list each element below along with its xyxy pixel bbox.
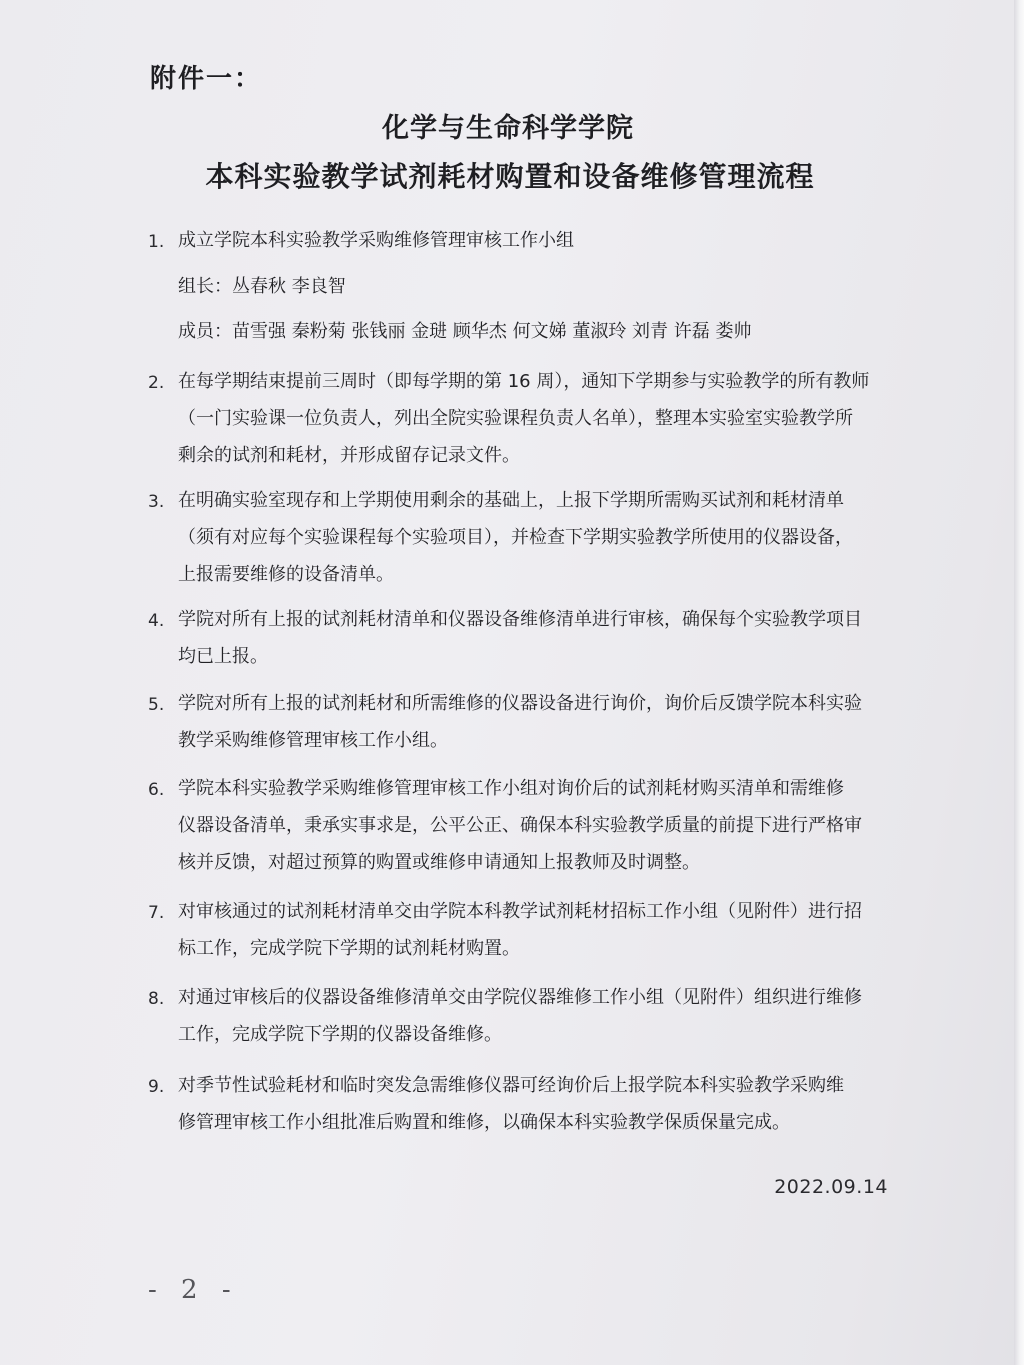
document-title-line1: 化学与生命科学学院 bbox=[382, 113, 634, 144]
item-line: 对季节性试验耗材和临时突发急需维修仪器可经询价后上报学院本科实验教学采购维 bbox=[178, 1075, 844, 1096]
list-item-7 bbox=[140, 893, 900, 967]
item-number: 1. bbox=[148, 232, 165, 252]
item-line: 剩余的试剂和耗材，并形成留存记录文件。 bbox=[178, 445, 520, 466]
list-item-1 bbox=[140, 222, 900, 352]
item-line: 成立学院本科实验教学采购维修管理审核工作小组 bbox=[178, 230, 574, 251]
document-date: 2022.09.14 bbox=[774, 1176, 888, 1198]
item-line: 修管理审核工作小组批准后购置和维修，以确保本科实验教学保质保量完成。 bbox=[178, 1112, 790, 1133]
item-text bbox=[178, 601, 900, 675]
item-line: 上报需要维修的设备清单。 bbox=[178, 564, 394, 585]
item-line: 对审核通过的试剂耗材清单交由学院本科教学试剂耗材招标工作小组（见附件）进行招 bbox=[178, 901, 862, 922]
item-line: （一门实验课一位负责人，列出全院实验课程负责人名单），整理本实验室实验教学所 bbox=[178, 408, 853, 429]
item-number: 8. bbox=[148, 989, 165, 1009]
item-line: 在明确实验室现存和上学期使用剩余的基础上，上报下学期所需购买试剂和耗材清单 bbox=[178, 490, 844, 511]
item-line: 在每学期结束提前三周时（即每学期的第 16 周），通知下学期参与实验教学的所有教师 bbox=[178, 371, 870, 392]
document-title-line2: 本科实验教学试剂耗材购置和设备维修管理流程 bbox=[205, 160, 815, 193]
paper-edge bbox=[1014, 0, 1024, 1365]
item-text bbox=[178, 222, 900, 259]
item-number: 4. bbox=[148, 611, 165, 631]
item-number: 7. bbox=[148, 903, 165, 923]
item-text bbox=[178, 363, 900, 474]
item-line: 学院对所有上报的试剂耗材和所需维修的仪器设备进行询价，询价后反馈学院本科实验 bbox=[178, 693, 862, 714]
item-number: 3. bbox=[148, 492, 165, 512]
item-line: 对通过审核后的仪器设备维修清单交由学院仪器维修工作小组（见附件）组织进行维修 bbox=[178, 987, 862, 1008]
list-item-6 bbox=[140, 770, 900, 881]
item-number: 2. bbox=[148, 373, 165, 393]
item-text bbox=[178, 482, 900, 593]
item-line: 学院本科实验教学采购维修管理审核工作小组对询价后的试剂耗材购买清单和需维修 bbox=[178, 778, 844, 799]
item-line: 均已上报。 bbox=[178, 646, 268, 667]
item-line: 工作，完成学院下学期的仪器设备维修。 bbox=[178, 1024, 502, 1045]
item-text bbox=[178, 685, 900, 759]
list-item-3 bbox=[140, 482, 900, 593]
list-item-8 bbox=[140, 979, 900, 1053]
list-item-2 bbox=[140, 363, 900, 474]
item-text bbox=[178, 979, 900, 1053]
item-line: 学院对所有上报的试剂耗材清单和仪器设备维修清单进行审核，确保每个实验教学项目 bbox=[178, 609, 862, 630]
item-number: 5. bbox=[148, 695, 165, 715]
item-line: 标工作，完成学院下学期的试剂耗材购置。 bbox=[178, 938, 520, 959]
item-number: 6. bbox=[148, 780, 165, 800]
group-members: 成员：苗雪强 秦粉菊 张钱丽 金琎 顾华杰 何文娣 董淑玲 刘青 许磊 娄帅 bbox=[178, 321, 752, 342]
item-text bbox=[178, 1067, 900, 1141]
item-line: 核并反馈，对超过预算的购置或维修申请通知上报教师及时调整。 bbox=[178, 852, 700, 873]
item-line: 教学采购维修管理审核工作小组。 bbox=[178, 730, 448, 751]
item-number: 9. bbox=[148, 1077, 165, 1097]
list-item-9 bbox=[140, 1067, 900, 1141]
item-line: （须有对应每个实验课程每个实验项目），并检查下学期实验教学所使用的仪器设备， bbox=[178, 527, 853, 548]
group-leader: 组长：丛春秋 李良智 bbox=[178, 276, 346, 297]
item-text bbox=[178, 893, 900, 967]
item-text bbox=[178, 770, 900, 881]
page-number: - 2 - bbox=[148, 1275, 239, 1305]
attachment-label: 附件一： bbox=[150, 64, 263, 94]
item-line: 仪器设备清单，秉承实事求是，公平公正、确保本科实验教学质量的前提下进行严格审 bbox=[178, 815, 862, 836]
list-item-5 bbox=[140, 685, 900, 759]
list-item-4 bbox=[140, 601, 900, 675]
